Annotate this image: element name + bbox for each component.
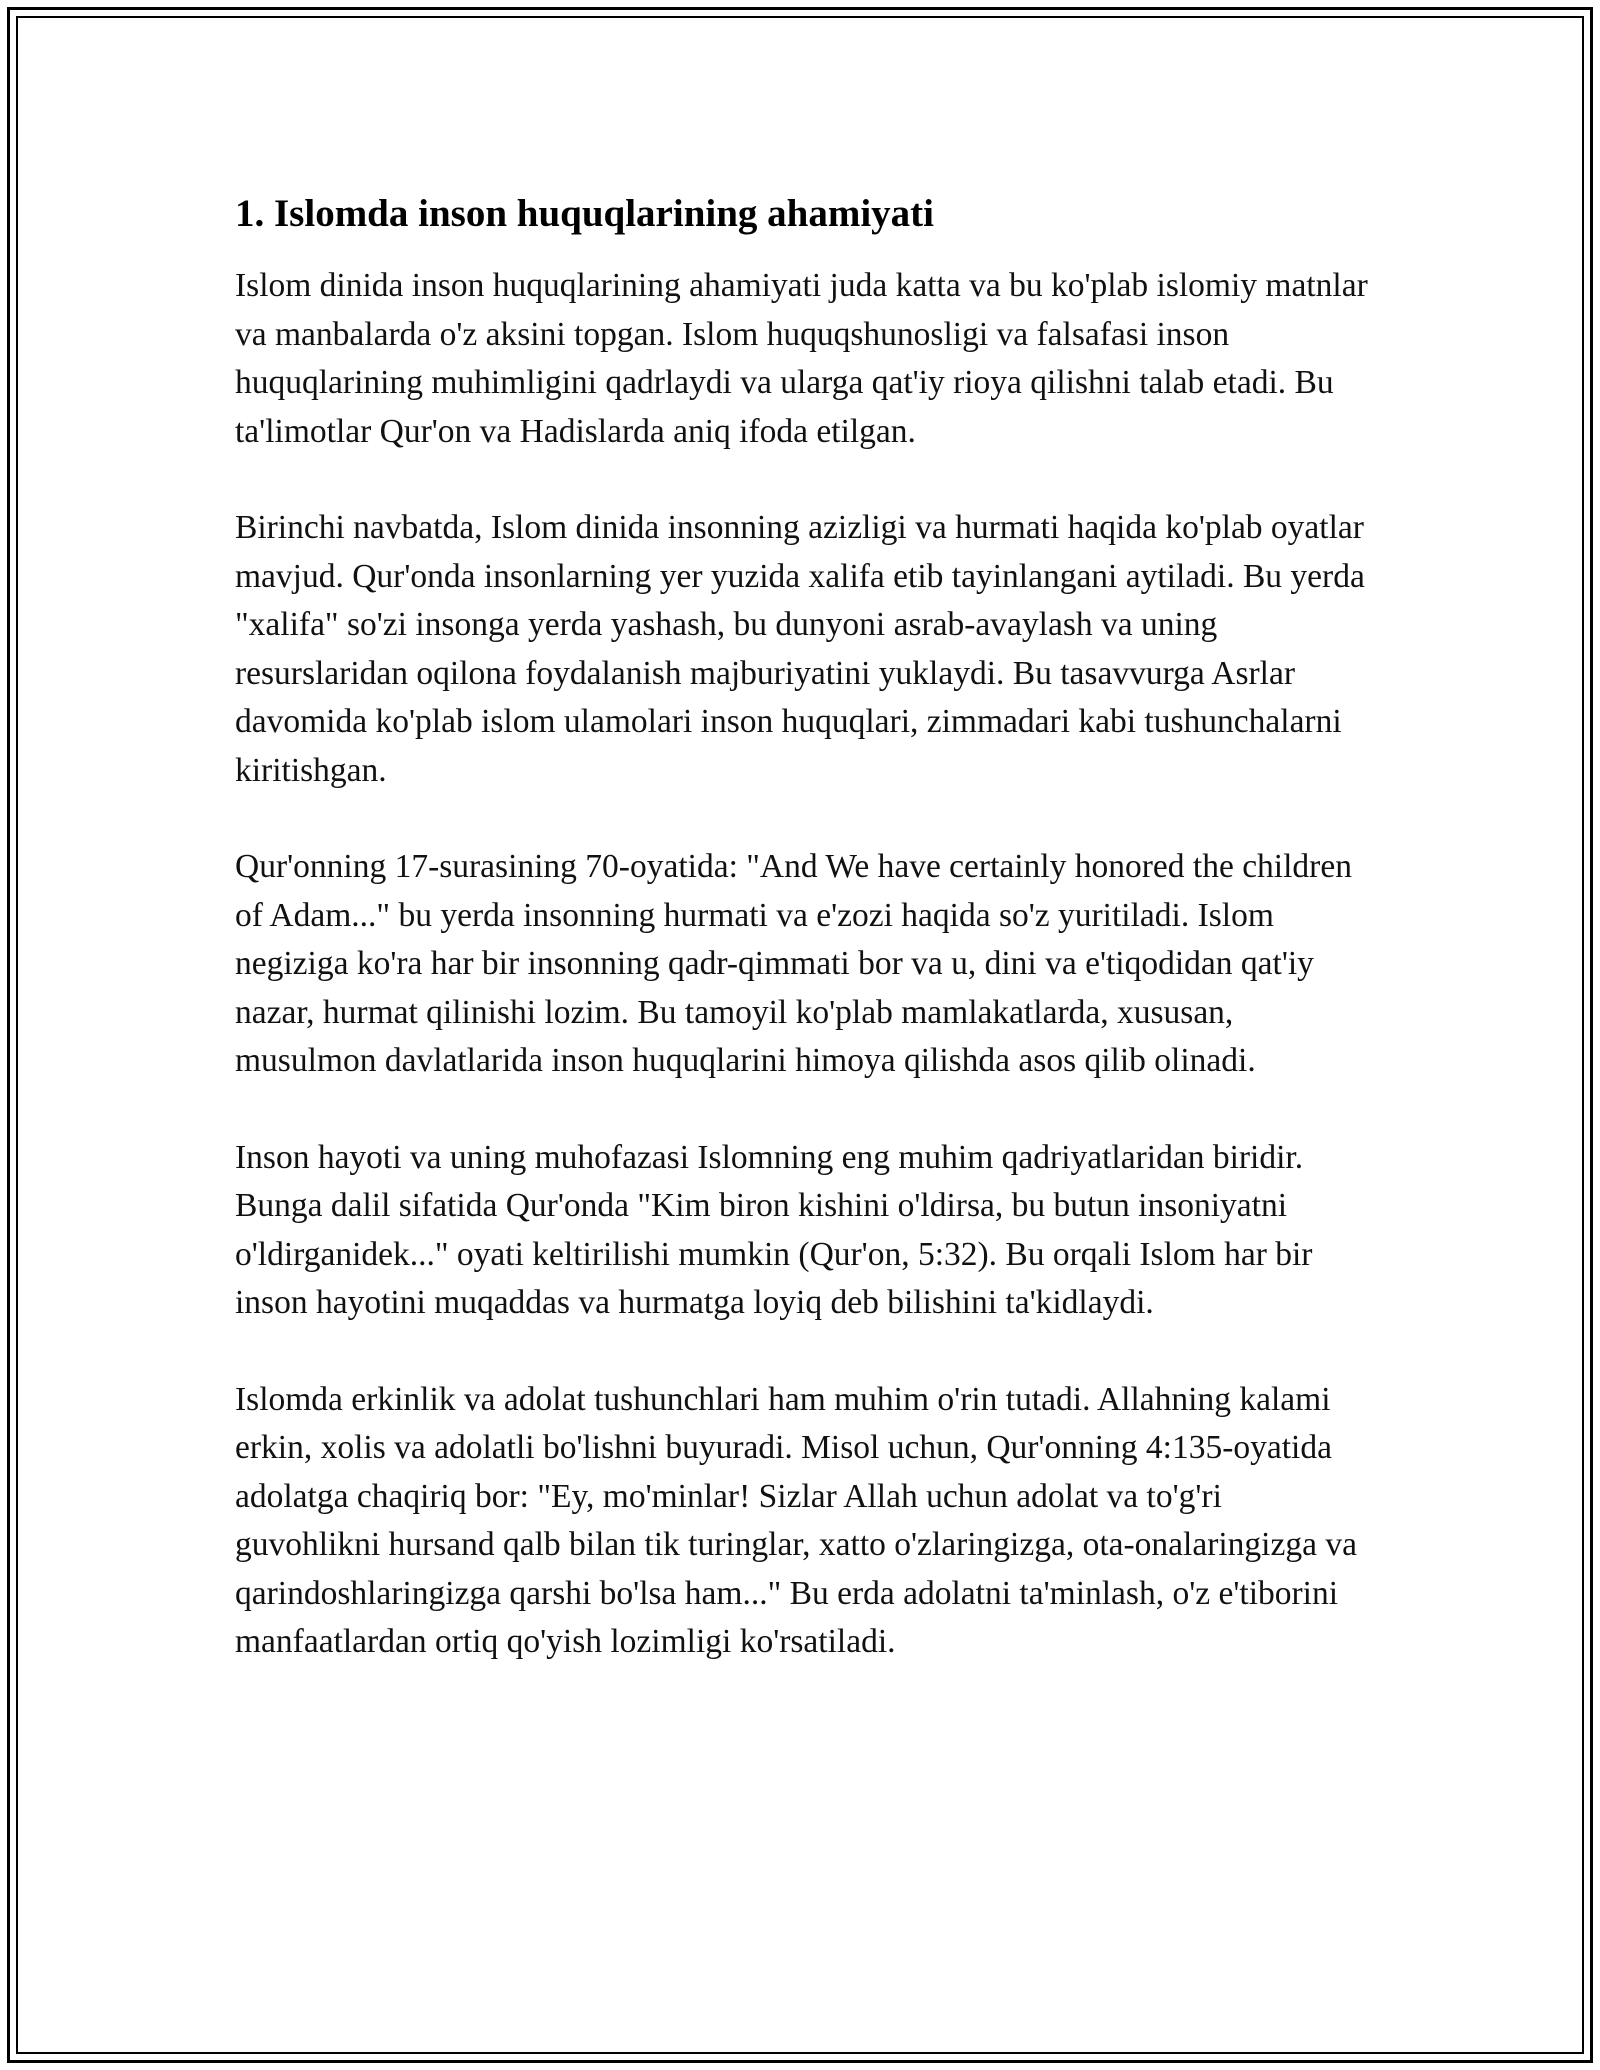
paragraph-2: Birinchi navbatda, Islom dinida insonning azizligi va hurmati haqida ko'plab oyatlar mavjud. Qur'onda insonlarning yer yuzida xalifa etib tayinlangani aytiladi. Bu yerda "xalifa" so'zi insonga yerda yashash, bu dunyoni asrab-avaylash va uning resurslaridan oqilona foydalanish majburiyatini yuklaydi. Bu tasavvurga Asrlar davomida ko'plab islom ulamolari inson huquqlari, zimmadari kabi tushunchalarni kiritishgan.	[235, 509, 1365, 789]
document-body	[235, 188, 1375, 1715]
paragraph-5: Islomda erkinlik va adolat tushunchlari ham muhim o'rin tutadi. Allahning kalami erkin, xolis va adolatli bo'lishni buyuradi. Misol uchun, Qur'onning 4:135-oyatida adolatga chaqiriq bor: "Ey, mo'minlar! Sizlar Allah uchun adolat va to'g'ri guvohlikni hursand qalb bilan tik turinglar, xatto o'zlaringizga, ota-onalaringizga va qarindoshlaringizga qarshi bo'lsa ham..." Bu erda adolatni ta'minlash, o'z e'tiborini manfaatlardan ortiq qo'yish lozimligi ko'rsatiladi.	[235, 1380, 1357, 1660]
paragraph-1: Islom dinida inson huquqlarining ahamiyati juda katta va bu ko'plab islomiy matnlar va manbalarda o'z aksini topgan. Islom huquqshunosligi va falsafasi inson huquqlarining muhimligini qadrlaydi va ularga qat'iy rioya qilishni talab etadi. Bu ta'limotlar Qur'on va Hadislarda aniq ifoda etilgan.	[235, 267, 1368, 450]
section-heading: 1. Islomda inson huquqlarining ahamiyati	[235, 192, 934, 235]
paragraph-3: Qur'onning 17-surasining 70-oyatida: "And We have certainly honored the children of Adam..." bu yerda insonning hurmati va e'zozi haqida so'z yuritiladi. Islom negiziga ko'ra har bir insonning qadr-qimmati bor va u, dini va e'tiqodidan qat'iy nazar, hurmat qilinishi lozim. Bu tamoyil ko'plab mamlakatlarda, xususan, musulmon davlatlarida inson huquqlarini himoya qilishda asos qilib olinadi.	[235, 848, 1352, 1079]
paragraph-4: Inson hayoti va uning muhofazasi Islomning eng muhim qadriyatlaridan biridir. Bunga dalil sifatida Qur'onda "Kim biron kishini o'ldirsa, bu butun insoniyatni o'ldirganidek..." oyati keltirilishi mumkin (Qur'on, 5:32). Bu orqali Islom har bir inson hayotini muqaddas va hurmatga loyiq deb bilishini ta'kidlaydi.	[235, 1138, 1313, 1321]
